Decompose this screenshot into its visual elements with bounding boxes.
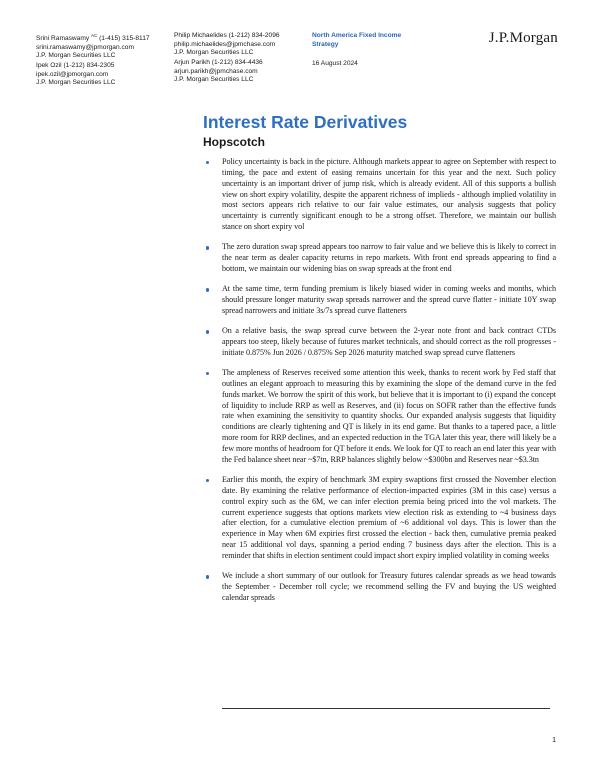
author-column-1 <box>36 32 164 89</box>
bullet-text: At the same time, term funding premium is likely biased wider in coming weeks and months, which should pressure longer maturity swap spreads narrower and the spread curve flatter - initiate 10Y swap spread narrowers and initiate 3s/7s spread curve flatteners <box>222 284 556 315</box>
division-subname: Strategy <box>312 40 339 48</box>
summary-bullet <box>206 242 556 275</box>
bullet-dot-icon <box>206 161 209 164</box>
bullet-text: On a relative basis, the swap spread curve between the 2-year note front and back contract CTDs appears too steep, likely because of futures market technicals, and should correct as the roll progresses - initiate 0.875% Jun 2026 / 0.875% Sep 2026 maturity matched swap spread curve flatteners <box>222 326 556 357</box>
author-name: Srini Ramaswamy <box>36 35 91 43</box>
author-firm: J.P. Morgan Securities LLC <box>174 76 254 84</box>
jpmorgan-logo: J.P.Morgan <box>488 30 558 46</box>
report-info-column <box>312 32 432 69</box>
bullet-dot-icon <box>206 479 209 482</box>
author-email[interactable]: philip.michaelides@jpmchase.com <box>174 40 276 48</box>
page-number: 1 <box>552 737 556 744</box>
author-column-2 <box>174 32 302 86</box>
report-subtitle: Hopscotch <box>203 135 266 149</box>
author-firm: J.P. Morgan Securities LLC <box>36 79 116 87</box>
author-phone: (1-415) 315-8117 <box>97 35 150 43</box>
bullet-text: The ampleness of Reserves received some attention this week, thanks to recent work by Fed staff that outlines an elegant approach to measuring this by examining the slope of the demand curve in the fed funds market. We borrow the spirit of this work, but believe that it is important to (i) expand the concept of liquidity to include RRP as well as Reserves, and (ii) focus on SOFR rather than the effective funds rate when examining the sensitivity to quantity shocks. Our expanded analysis suggests that liquidity conditions are clearly tightening and QT is likely in its end game. But thanks to a tapered pace, a little more room for RRP declines, and an expected reduction in the TGA later this year, there will likely be a few more months of headroom for QT before it ends. We look for QT to reach an end later this year with the Fed balance sheet near ~$7tn, RRP balances slightly below ~$300bn and Reserves near ~$3.3tn <box>222 368 556 464</box>
author-email[interactable]: srini.ramaswamy@jpmorgan.com <box>36 43 134 51</box>
summary-bullet-list <box>206 157 556 613</box>
footnote-divider <box>222 708 550 709</box>
bullet-text: The zero duration swap spread appears too narrow to fair value and we believe this is likely to correct in the near term as dealer capacity returns in repo markets. With front end spreads appearing to find a bottom, we maintain our widening bias on swap spreads at the front end <box>222 242 556 273</box>
report-title: Interest Rate Derivatives <box>203 112 408 132</box>
bullet-dot-icon <box>206 372 209 375</box>
author-block <box>174 59 302 85</box>
summary-bullet <box>206 571 556 604</box>
division-name: North America Fixed Income <box>312 32 402 39</box>
bullet-text: We include a short summary of our outlook for Treasury futures calendar spreads as we head towards the September - December roll cycle; we recommend selling the FV and buying the US weighted calendar spreads <box>222 571 556 602</box>
author-firm: J.P. Morgan Securities LLC <box>174 49 254 57</box>
summary-bullet <box>206 475 556 562</box>
author-email[interactable]: ipek.ozil@jpmorgan.com <box>36 70 109 78</box>
author-name-line <box>36 32 164 44</box>
analyst-certification-mark: AC <box>90 33 98 38</box>
author-name: Philip Michaelides (1-212) 834-2096 <box>174 32 280 39</box>
bullet-text: Earlier this month, the expiry of benchmark 3M expiry swaptions first crossed the November election date. By examining the relative performance of election-impacted expiries (3M in this case) versus a control expiry such as the 6M, we can infer election premia being priced into the vol markets. The current experience suggests that options markets view election risk as extending to ~4 business days after election, for a cumulative election premium of ~6 additional vol days. This is lower than the experience in May when 6M expiries first crossed the election - back then, cumulative premia peaked near 15 additional vol days, spanning a period ending 7 business days after the election. This is a reminder that shifts in election sentiment could impact short expiry implied volatility in coming weeks <box>222 475 556 560</box>
author-name: Ipek Ozil (1-212) 834-2305 <box>36 62 115 70</box>
summary-bullet <box>206 157 556 233</box>
bullet-dot-icon <box>206 575 209 578</box>
bullet-dot-icon <box>206 246 209 249</box>
author-block <box>174 32 302 58</box>
report-date: 16 August 2024 <box>312 60 358 68</box>
bullet-dot-icon <box>206 330 209 333</box>
author-block <box>36 62 164 88</box>
bullet-dot-icon <box>206 288 209 291</box>
summary-bullet <box>206 284 556 317</box>
author-block <box>36 32 164 61</box>
summary-bullet <box>206 326 556 359</box>
bullet-text: Policy uncertainty is back in the picture. Although markets appear to agree on September with respect to timing, the pace and extent of easing remains uncertain for this year and the next. Such policy uncertainty is an important driver of jump risk, which is already evident. All of this supports a bullish view on short expiry volatility, despite the apparent richness of implieds - although implied volatility in most sectors appears rich relative to our fair value estimates, our analysis suggests that policy uncertainty is currently significant enough to be a strong offset. Therefore, we maintain our bullish stance on short expiry vol <box>222 157 556 232</box>
author-name: Arjun Parikh (1-212) 834-4436 <box>174 58 263 66</box>
author-email[interactable]: arjun.parikh@jpmchase.com <box>174 67 258 75</box>
summary-bullet <box>206 368 556 466</box>
author-firm: J.P. Morgan Securities LLC <box>36 52 116 60</box>
